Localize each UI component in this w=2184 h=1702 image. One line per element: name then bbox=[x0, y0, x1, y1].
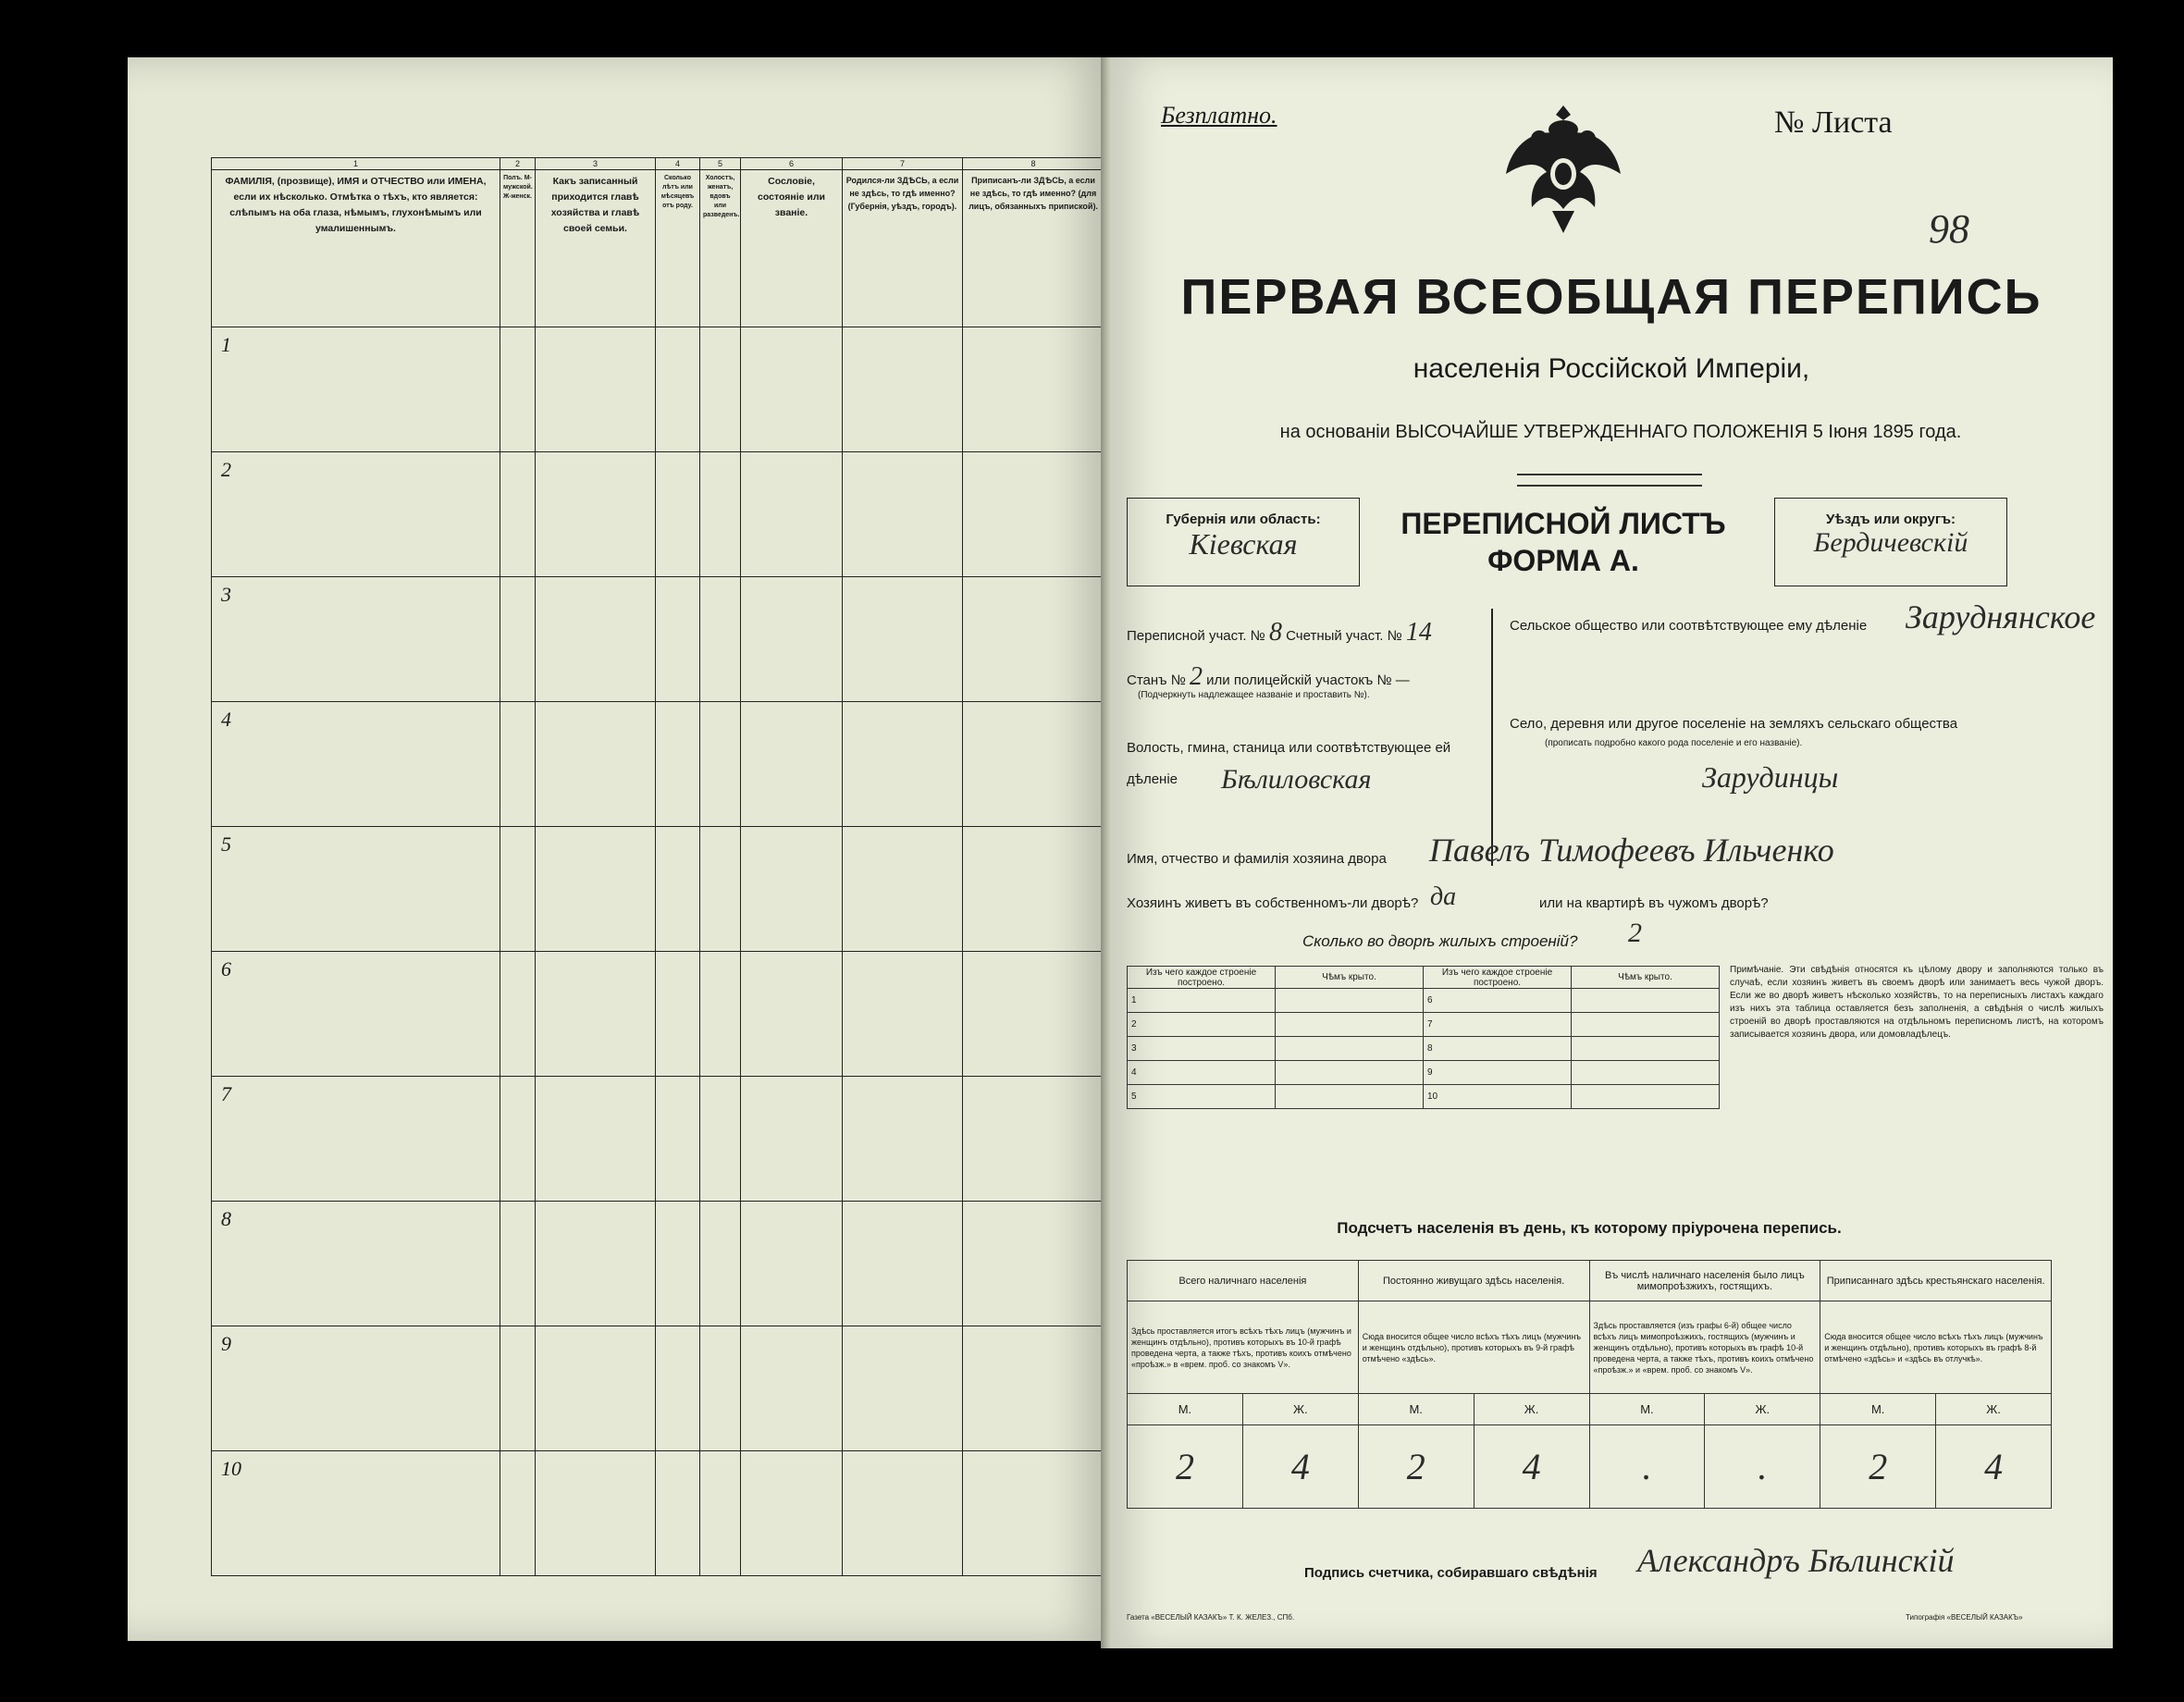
gubernia-label: Губернія или область: bbox=[1166, 512, 1321, 527]
uezd-box bbox=[1774, 498, 2007, 586]
building-number: 1 bbox=[1128, 989, 1276, 1013]
table-cell bbox=[500, 952, 536, 1077]
table-cell bbox=[963, 827, 1104, 952]
table-cell bbox=[700, 1326, 741, 1451]
col-number: 5 bbox=[700, 158, 741, 170]
female-header: Ж. bbox=[1705, 1394, 1820, 1425]
col-header-birthplace: Родился-ли ЗДѢСЬ, а если не здѣсь, то гдѣ именно? (Губернія, уѣздъ, городъ). bbox=[843, 170, 963, 327]
row-number: 5 bbox=[212, 827, 500, 952]
census-district-label: Переписной участ. № bbox=[1127, 628, 1265, 644]
female-header: Ж. bbox=[1936, 1394, 2052, 1425]
bld-head-roof: Чѣмъ крыто. bbox=[1572, 967, 1720, 989]
table-cell bbox=[656, 577, 700, 702]
building-row bbox=[1128, 1085, 1720, 1109]
table-cell bbox=[700, 1077, 741, 1202]
counting-district-label: Счетный участ. № bbox=[1286, 628, 1402, 644]
table-cell bbox=[700, 577, 741, 702]
table-cell bbox=[963, 327, 1104, 452]
person-row bbox=[212, 1451, 1104, 1576]
table-cell bbox=[500, 702, 536, 827]
owner-label: Имя, отчество и фамилія хозяина двора bbox=[1127, 851, 1387, 867]
table-cell bbox=[843, 1326, 963, 1451]
col-number: 6 bbox=[741, 158, 843, 170]
uezd-label: Уѣздъ или округъ: bbox=[1825, 512, 1956, 527]
pop-note: Здѣсь проставляется (изъ графы 6-й) общее число всѣхъ лицъ мимопроѣзжихъ, гостящихъ (мужчинъ и женщинъ отдѣльно), противъ которыхъ въ графѣ 10-й проведена черта, а также тѣхъ, противъ коихъ отмѣчено «проѣзж.» и «врем. проб. со знакомъ V». bbox=[1589, 1301, 1820, 1394]
table-cell bbox=[656, 452, 700, 577]
person-row bbox=[212, 1202, 1104, 1326]
col-header-estate: Сословіе, состояніе или званіе. bbox=[741, 170, 843, 327]
census-district-value: 8 bbox=[1268, 618, 1282, 647]
male-header: М. bbox=[1358, 1394, 1474, 1425]
table-cell bbox=[963, 577, 1104, 702]
row-number: 4 bbox=[212, 702, 500, 827]
table-cell bbox=[656, 327, 700, 452]
row-number: 1 bbox=[212, 327, 500, 452]
table-cell bbox=[741, 452, 843, 577]
table-cell bbox=[843, 577, 963, 702]
buildings-table bbox=[1127, 966, 1720, 1109]
uezd-value: Бердичевскій bbox=[1813, 527, 1968, 558]
table-cell bbox=[656, 952, 700, 1077]
table-cell bbox=[963, 1202, 1104, 1326]
table-cell bbox=[536, 1077, 656, 1202]
population-title: Подсчетъ населенія въ день, къ которому пріурочена перепись. bbox=[1337, 1219, 1842, 1237]
free-label: Безплатно. bbox=[1161, 102, 1277, 129]
village-label: Село, деревня или другое поселеніе на земляхъ сельскаго общества bbox=[1510, 716, 1958, 732]
person-row bbox=[212, 577, 1104, 702]
stan-label: Станъ № bbox=[1127, 672, 1186, 688]
form-subtitle: ФОРМА А. bbox=[1487, 544, 1639, 577]
building-number: 4 bbox=[1128, 1061, 1276, 1085]
table-cell bbox=[536, 452, 656, 577]
census-subtitle: населенія Россійской Имперіи, bbox=[1413, 353, 1810, 384]
pop-note: Сюда вносится общее число всѣхъ тѣхъ лицъ (мужчинъ и женщинъ отдѣльно), противъ которыхъ въ графѣ 8-й отмѣчено «здѣсь» и «здѣсь въ отлучкѣ». bbox=[1820, 1301, 2052, 1394]
building-number: 6 bbox=[1424, 989, 1572, 1013]
table-cell bbox=[656, 827, 700, 952]
lives-value: да bbox=[1430, 882, 1457, 911]
sheet-label: № Листа bbox=[1774, 105, 1893, 140]
col-number: 3 bbox=[536, 158, 656, 170]
table-cell bbox=[843, 702, 963, 827]
pop-head-present: Всего наличнаго населенія bbox=[1128, 1261, 1359, 1301]
building-number: 3 bbox=[1128, 1037, 1276, 1061]
buildings-label: Сколько во дворѣ жилыхъ строеній? bbox=[1302, 932, 1578, 950]
table-cell bbox=[1276, 1037, 1424, 1061]
double-headed-eagle-icon bbox=[1499, 98, 1628, 237]
building-row bbox=[1128, 1061, 1720, 1085]
col-header-relation: Какъ записанный приходится главѣ хозяйства и главѣ своей семьи. bbox=[536, 170, 656, 327]
bld-head-material: Изъ чего каждое строеніе построено. bbox=[1128, 967, 1276, 989]
col-number: 4 bbox=[656, 158, 700, 170]
table-cell bbox=[700, 452, 741, 577]
population-value: . bbox=[1705, 1425, 1820, 1509]
table-cell bbox=[741, 952, 843, 1077]
population-value: . bbox=[1589, 1425, 1705, 1509]
table-cell bbox=[536, 327, 656, 452]
table-cell bbox=[843, 1202, 963, 1326]
population-value: 4 bbox=[1242, 1425, 1358, 1509]
table-cell bbox=[741, 702, 843, 827]
table-cell bbox=[1572, 1061, 1720, 1085]
table-cell bbox=[656, 1451, 700, 1576]
table-cell bbox=[500, 1326, 536, 1451]
society-value: Заруднянское bbox=[1906, 598, 2096, 635]
form-title: ПЕРЕПИСНОЙ ЛИСТЪ bbox=[1400, 507, 1726, 540]
male-header: М. bbox=[1128, 1394, 1243, 1425]
pop-head-registered: Приписаннаго здѣсь крестьянскаго населенія. bbox=[1820, 1261, 2052, 1301]
table-cell bbox=[1572, 1085, 1720, 1109]
building-row bbox=[1128, 989, 1720, 1013]
buildings-value: 2 bbox=[1628, 918, 1642, 948]
table-cell bbox=[963, 952, 1104, 1077]
footer-left: Газета «ВЕСЕЛЫЙ КАЗАКЪ» Т. К. ЖЕЛЕЗ., СПб. bbox=[1127, 1613, 1295, 1622]
table-cell bbox=[536, 952, 656, 1077]
right-page bbox=[1110, 57, 2113, 1648]
person-row bbox=[212, 452, 1104, 577]
table-cell bbox=[741, 1077, 843, 1202]
left-page bbox=[128, 57, 1110, 1641]
female-header: Ж. bbox=[1242, 1394, 1358, 1425]
building-number: 5 bbox=[1128, 1085, 1276, 1109]
table-cell bbox=[536, 827, 656, 952]
stan-line bbox=[1127, 662, 1410, 692]
population-value: 4 bbox=[1936, 1425, 2052, 1509]
vertical-divider bbox=[1491, 609, 1493, 866]
police-value: — bbox=[1395, 672, 1410, 688]
table-cell bbox=[1276, 1061, 1424, 1085]
census-title: ПЕРВАЯ ВСЕОБЩАЯ ПЕРЕПИСЬ bbox=[1180, 269, 2042, 325]
pop-head-permanent: Постоянно живущаго здѣсь населенія. bbox=[1358, 1261, 1589, 1301]
building-number: 9 bbox=[1424, 1061, 1572, 1085]
table-cell bbox=[700, 1451, 741, 1576]
table-cell bbox=[700, 1202, 741, 1326]
apartment-label: или на квартирѣ въ чужомъ дворѣ? bbox=[1539, 895, 1769, 911]
village-value: Зарудинцы bbox=[1702, 760, 1839, 794]
table-cell bbox=[963, 702, 1104, 827]
gubernia-value: Кіевская bbox=[1189, 527, 1298, 561]
bld-head-material: Изъ чего каждое строеніе построено. bbox=[1424, 967, 1572, 989]
table-cell bbox=[1276, 1013, 1424, 1037]
signature-value: Александръ Бѣлинскій bbox=[1637, 1542, 1955, 1579]
building-row bbox=[1128, 1037, 1720, 1061]
col-number: 1 bbox=[212, 158, 500, 170]
table-cell bbox=[843, 1451, 963, 1576]
col-header-marital: Холостъ, женатъ, вдовъ или разведенъ. bbox=[700, 170, 741, 327]
table-cell bbox=[700, 952, 741, 1077]
table-cell bbox=[963, 1451, 1104, 1576]
ornament-divider bbox=[1517, 474, 1702, 487]
table-cell bbox=[963, 1077, 1104, 1202]
footer-right: Типографія «ВЕСЕЛЫЙ КАЗАКЪ» bbox=[1906, 1613, 2023, 1622]
table-cell bbox=[1276, 1085, 1424, 1109]
table-cell bbox=[843, 827, 963, 952]
male-header: М. bbox=[1820, 1394, 1936, 1425]
building-row bbox=[1128, 1013, 1720, 1037]
table-cell bbox=[500, 577, 536, 702]
table-cell bbox=[656, 1077, 700, 1202]
table-cell bbox=[500, 827, 536, 952]
person-row bbox=[212, 1077, 1104, 1202]
table-cell bbox=[741, 1451, 843, 1576]
population-value: 2 bbox=[1820, 1425, 1936, 1509]
building-number: 8 bbox=[1424, 1037, 1572, 1061]
table-cell bbox=[843, 1077, 963, 1202]
person-row bbox=[212, 827, 1104, 952]
row-number: 7 bbox=[212, 1077, 500, 1202]
row-number: 3 bbox=[212, 577, 500, 702]
table-cell bbox=[536, 577, 656, 702]
table-cell bbox=[500, 452, 536, 577]
col-number: 8 bbox=[963, 158, 1104, 170]
row-number: 2 bbox=[212, 452, 500, 577]
header-row bbox=[212, 170, 1104, 327]
person-row bbox=[212, 327, 1104, 452]
col-header-sex: Полъ. М-мужской. Ж-женск. bbox=[500, 170, 536, 327]
table-cell bbox=[1276, 989, 1424, 1013]
row-number: 8 bbox=[212, 1202, 500, 1326]
table-cell bbox=[656, 1326, 700, 1451]
population-value: 2 bbox=[1128, 1425, 1243, 1509]
col-number: 2 bbox=[500, 158, 536, 170]
population-value: 4 bbox=[1474, 1425, 1589, 1509]
col-header-age: Сколько лѣтъ или мѣсяцевъ отъ роду. bbox=[656, 170, 700, 327]
table-cell bbox=[536, 1451, 656, 1576]
female-header: Ж. bbox=[1474, 1394, 1589, 1425]
table-cell bbox=[963, 452, 1104, 577]
table-cell bbox=[536, 702, 656, 827]
gubernia-box bbox=[1127, 498, 1360, 586]
census-district-line bbox=[1127, 618, 1432, 648]
col-header-registered: Приписанъ-ли ЗДѢСЬ, а если не здѣсь, то гдѣ именно? (для лицъ, обязанныхъ припиской). bbox=[963, 170, 1104, 327]
buildings-note: Примѣчаніе. Эти свѣдѣнія относятся къ цѣлому двору и заполняются только въ случаѣ, если хозяинъ живетъ въ своемъ дворѣ или занимаетъ весь чужой дворъ. Если же во дворѣ живетъ нѣсколько хозяйствъ, то на переписныхъ листахъ каждаго изъ нихъ эта таблица оставляется безъ заполненія, а свѣдѣнія о числѣ жилыхъ строеній во дворѣ проставляются на отдѣльномъ переписномъ листѣ, на которомъ записывается хозяинъ двора, или домовладѣлецъ. bbox=[1730, 965, 2104, 1040]
owner-value: Павелъ Тимофеевъ Ильченко bbox=[1429, 832, 1834, 869]
male-header: М. bbox=[1589, 1394, 1705, 1425]
col-number: 7 bbox=[843, 158, 963, 170]
building-number: 10 bbox=[1424, 1085, 1572, 1109]
stan-value: 2 bbox=[1189, 662, 1203, 691]
persons-table bbox=[211, 157, 1104, 1576]
basis-line: на основаніи ВЫСОЧАЙШЕ УТВЕРЖДЕННАГО ПОЛОЖЕНІЯ 5 Іюня 1895 года. bbox=[1279, 422, 1962, 442]
building-number: 2 bbox=[1128, 1013, 1276, 1037]
bld-head-roof: Чѣмъ крыто. bbox=[1276, 967, 1424, 989]
population-value: 2 bbox=[1358, 1425, 1474, 1509]
column-number-row bbox=[212, 158, 1104, 170]
pop-head-transient: Въ числѣ наличнаго населенія было лицъ мимопроѣзжихъ, гостящихъ. bbox=[1589, 1261, 1820, 1301]
table-cell bbox=[1572, 1037, 1720, 1061]
table-cell bbox=[656, 1202, 700, 1326]
table-cell bbox=[741, 1202, 843, 1326]
signature-label: Подпись счетчика, собиравшаго свѣдѣнія bbox=[1304, 1565, 1598, 1581]
police-label: или полицейскій участокъ № bbox=[1206, 672, 1392, 688]
counting-district-value: 14 bbox=[1405, 618, 1432, 647]
table-cell bbox=[741, 827, 843, 952]
row-number: 9 bbox=[212, 1326, 500, 1451]
table-cell bbox=[500, 327, 536, 452]
table-cell bbox=[1572, 1013, 1720, 1037]
table-cell bbox=[741, 1326, 843, 1451]
village-note: (прописать подробно какого рода поселеніе и его названіе). bbox=[1545, 738, 1803, 748]
lives-label: Хозяинъ живетъ въ собственномъ-ли дворѣ? bbox=[1127, 895, 1419, 911]
table-cell bbox=[536, 1326, 656, 1451]
sheet-number: 98 bbox=[1929, 206, 1969, 252]
table-cell bbox=[500, 1202, 536, 1326]
person-row bbox=[212, 702, 1104, 827]
volost-label: Волость, гмина, станица или соотвѣтствующее ей дѣленіе bbox=[1127, 740, 1451, 787]
person-row bbox=[212, 1326, 1104, 1451]
col-header-name: ФАМИЛІЯ, (прозвище), ИМЯ и ОТЧЕСТВО или ИМЕНА, если их нѣсколько. Отмѣтка о тѣхъ, кто является: слѣпымъ на оба глаза, нѣмымъ, глухонѣмымъ или умалишеннымъ. bbox=[212, 170, 500, 327]
table-cell bbox=[500, 1451, 536, 1576]
volost-value: Бѣлиловская bbox=[1221, 764, 1372, 795]
table-cell bbox=[1572, 989, 1720, 1013]
population-table bbox=[1127, 1260, 2052, 1509]
building-number: 7 bbox=[1424, 1013, 1572, 1037]
table-cell bbox=[700, 327, 741, 452]
row-number: 6 bbox=[212, 952, 500, 1077]
table-cell bbox=[843, 452, 963, 577]
table-cell bbox=[536, 1202, 656, 1326]
table-cell bbox=[656, 702, 700, 827]
table-cell bbox=[700, 827, 741, 952]
person-row bbox=[212, 952, 1104, 1077]
table-cell bbox=[963, 1326, 1104, 1451]
table-cell bbox=[843, 952, 963, 1077]
table-cell bbox=[741, 327, 843, 452]
table-cell bbox=[700, 702, 741, 827]
society-label: Сельское общество или соотвѣтствующее ему дѣленіе bbox=[1510, 618, 1868, 634]
table-cell bbox=[741, 577, 843, 702]
pop-note: Здѣсь проставляется итогъ всѣхъ тѣхъ лицъ (мужчинъ и женщинъ отдѣльно), противъ которыхъ въ 10-й графѣ проведена черта, а также тѣхъ, противъ коихъ отмѣчено «проѣзж.» в «врем. проб. со знакомъ V». bbox=[1128, 1301, 1359, 1394]
stan-note: (Подчеркнуть надлежащее названіе и проставить №). bbox=[1138, 690, 1370, 700]
pop-note: Сюда вносится общее число всѣхъ тѣхъ лицъ (мужчинъ и женщинъ отдѣльно), противъ которыхъ въ 9-й графѣ отмѣчено «здѣсь». bbox=[1358, 1301, 1589, 1394]
table-cell bbox=[500, 1077, 536, 1202]
row-number: 10 bbox=[212, 1451, 500, 1576]
table-cell bbox=[843, 327, 963, 452]
